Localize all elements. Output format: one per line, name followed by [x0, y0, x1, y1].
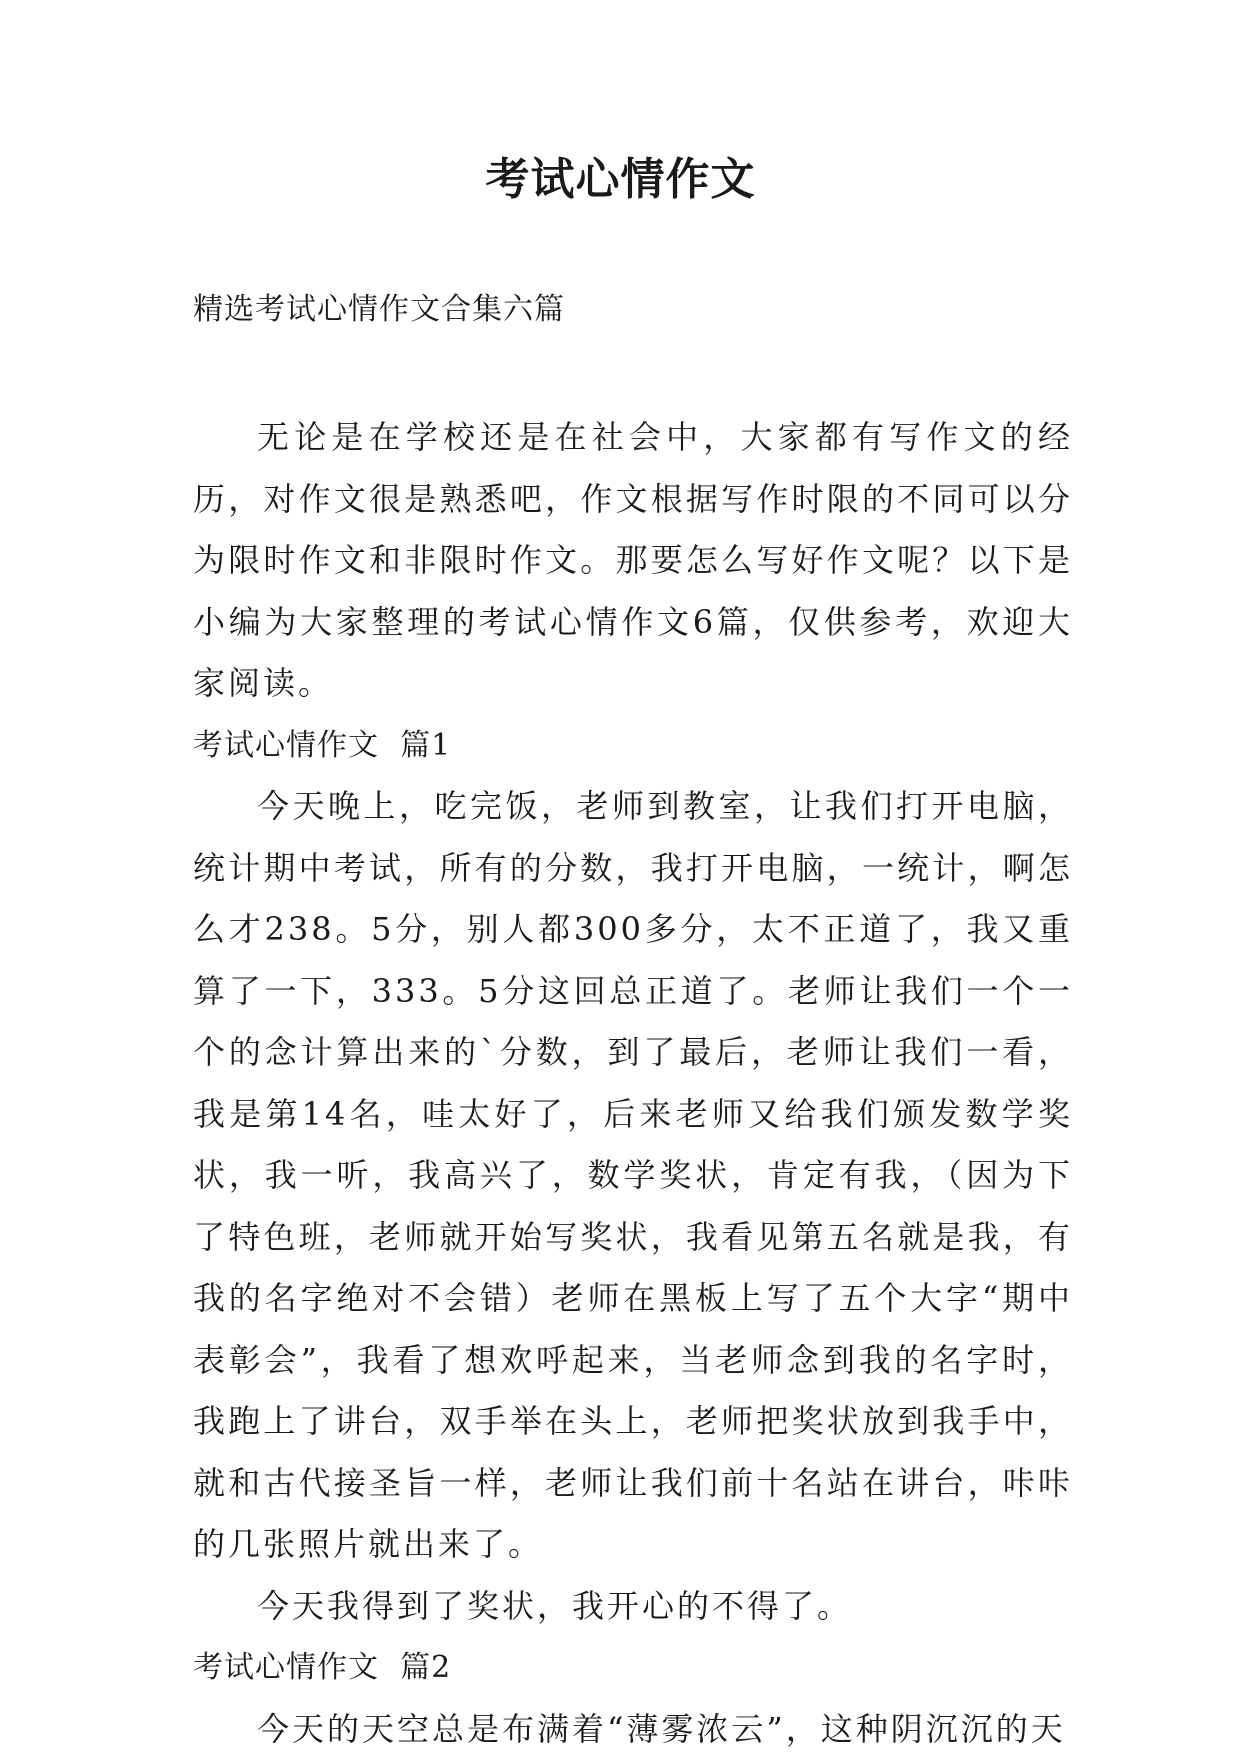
document-subtitle: 精选考试心情作文合集六篇 — [193, 290, 565, 330]
document-body — [193, 407, 1073, 1760]
section-heading-2: 考试心情作文 篇2 — [193, 1637, 1073, 1699]
paragraph: 今天我得到了奖状，我开心的不得了。 — [193, 1576, 1073, 1638]
section-heading-1: 考试心情作文 篇1 — [193, 715, 1073, 777]
paragraph: 今天的天空总是布满着“薄雾浓云”，这种阴沉沉的天 — [193, 1699, 1073, 1760]
intro-paragraph: 无论是在学校还是在社会中，大家都有写作文的经历，对作文很是熟悉吧，作文根据写作时限的不同可以分为限时作文和非限时作文。那要怎么写好作文呢？以下是小编为大家整理的考试心情作文6篇，仅供参考，欢迎大家阅读。 — [193, 407, 1073, 715]
paragraph: 今天晚上，吃完饭，老师到教室，让我们打开电脑，统计期中考试，所有的分数，我打开电脑，一统计，啊怎么才238。5分，别人都300多分，太不正道了，我又重算了一下，333。5分这回总正道了。老师让我们一个一个的念计算出来的`分数，到了最后，老师让我们一看，我是第14名，哇太好了，后来老师又给我们颁发数学奖状，我一听，我高兴了，数学奖状，肯定有我，（因为下了特色班，老师就开始写奖状，我看见第五名就是我，有我的名字绝对不会错）老师在黑板上写了五个大字“期中表彰会”，我看了想欢呼起来，当老师念到我的名字时，我跑上了讲台，双手举在头上，老师把奖状放到我手中，就和古代接圣旨一样，老师让我们前十名站在讲台，咔咔的几张照片就出来了。 — [193, 776, 1073, 1576]
page-title: 考试心情作文 — [0, 150, 1241, 210]
